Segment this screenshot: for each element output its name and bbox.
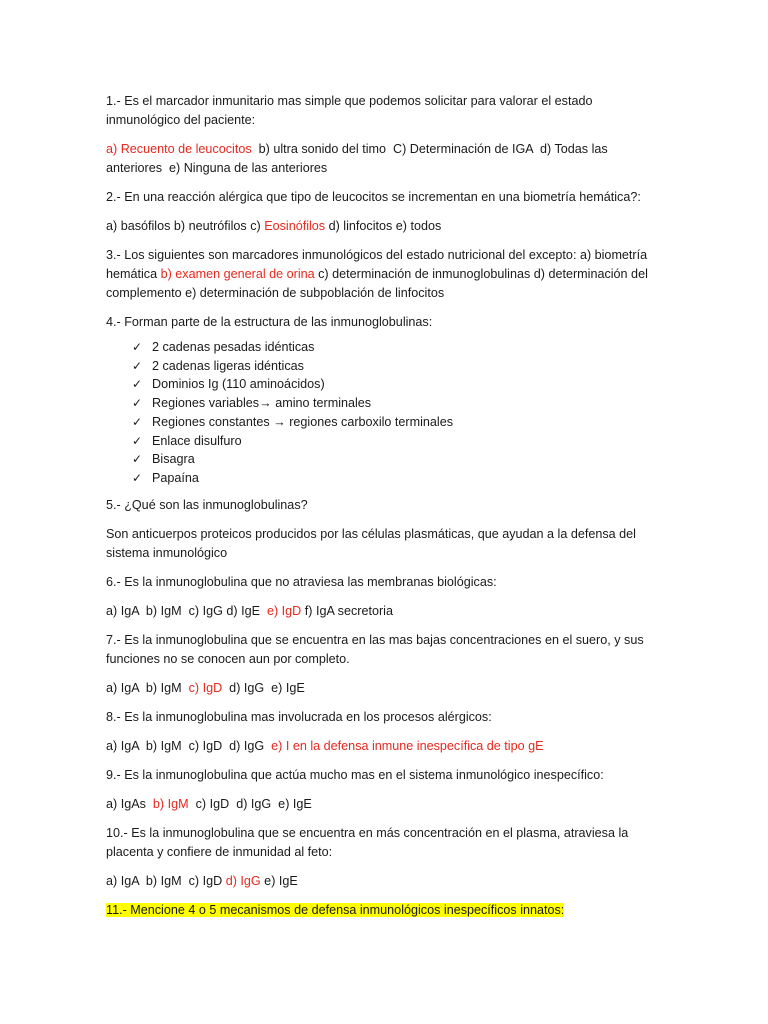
q8-options <box>106 737 666 756</box>
list-item-text: Regiones constantes → regiones carboxilo terminales <box>152 414 454 429</box>
checkmark-icon: ✓ <box>132 377 143 392</box>
list-item <box>132 394 666 413</box>
q6-question: 6.- Es la inmunoglobulina que no atraviesa las membranas biológicas: <box>106 574 497 589</box>
list-item-text: Dominios Ig (110 aminoácidos) <box>152 377 325 392</box>
list-item <box>132 338 666 357</box>
checkmark-icon: ✓ <box>132 340 143 354</box>
q4-question: 4.- Forman parte de la estructura de las inmunoglobulinas: <box>106 315 433 329</box>
q6-post: f) IgA secretoria <box>301 603 393 618</box>
q1-options <box>106 140 666 178</box>
q7-post: d) IgG e) IgE <box>222 680 305 695</box>
checkmark-icon: ✓ <box>132 414 143 429</box>
q3-answer: b) examen general de orina <box>160 267 315 281</box>
q6-options <box>106 602 666 621</box>
q2-question: 2.- En una reacción alérgica que tipo de leucocitos se incrementan en una biometría hemática?: <box>106 190 641 204</box>
q8-pre: a) IgA b) IgM c) IgD d) IgG <box>106 738 272 753</box>
q6-answer: e) IgD <box>266 603 302 618</box>
q5-question: 5.- ¿Qué son las inmunoglobulinas? <box>106 497 308 512</box>
list-item-text: Papaína <box>152 470 199 485</box>
list-item-text: 2 cadenas pesadas idénticas <box>152 340 315 354</box>
checkmark-icon: ✓ <box>132 358 143 373</box>
q5-answer: Son anticuerpos proteicos producidos por las células plasmáticas, que ayudan a la defensa del sistema inmunológico <box>106 526 636 560</box>
list-item-text: Regiones variables→ amino terminales <box>152 396 372 411</box>
list-item <box>132 413 666 432</box>
q9-pre: a) IgAs <box>106 796 153 811</box>
list-item <box>132 375 666 394</box>
q8-question: 8.- Es la inmunoglobulina mas involucrada en los procesos alérgicos: <box>106 709 492 724</box>
q10-question: 10.- Es la inmunoglobulina que se encuentra en más concentración en el plasma, atraviesa la placenta y confiere de inmunidad al feto: <box>106 825 629 859</box>
q7-options <box>106 679 666 698</box>
q11-highlighted-text: 11.- Mencione 4 o 5 mecanismos de defensa inmunológicos inespecíficos innatos: <box>106 902 565 917</box>
q3-pre: 3.- Los siguientes son marcadores inmunológicos del estado nutricional del excepto: a) biometría hemática <box>106 248 651 281</box>
list-item <box>132 450 666 469</box>
document-page <box>106 92 666 930</box>
q6-pre: a) IgA b) IgM c) IgG d) IgE <box>106 603 267 618</box>
q7-pre: a) IgA b) IgM <box>106 680 189 695</box>
list-item-text: Bisagra <box>152 452 195 467</box>
checkmark-icon: ✓ <box>132 433 143 448</box>
q3-post: c) determinación de inmunoglobulinas d) determinación del complemento e) determinación de subpoblación de linfocitos <box>106 267 652 300</box>
checkmark-icon: ✓ <box>132 396 143 411</box>
checkmark-icon: ✓ <box>132 470 143 485</box>
q9-question: 9.- Es la inmunoglobulina que actúa mucho mas en el sistema inmunológico inespecífico: <box>106 767 604 782</box>
q1-rest: b) ultra sonido del timo C) Determinación de IGA d) Todas las anteriores e) Ninguna de las anteriores <box>106 142 612 175</box>
q4-check-list <box>106 338 666 488</box>
q2-answer: Eosinófilos <box>264 219 326 233</box>
q7-question: 7.- Es la inmunoglobulina que se encuentra en las mas bajas concentraciones en el suero, y sus funciones no se conocen aun por completo. <box>106 632 644 666</box>
list-item <box>132 469 666 488</box>
q1-question: 1.- Es el marcador inmunitario mas simple que podemos solicitar para valorar el estado inmunológico del paciente: <box>106 94 593 127</box>
list-item-text: Enlace disulfuro <box>152 433 242 448</box>
q10-pre: a) IgA b) IgM c) IgD <box>106 873 226 888</box>
q10-options <box>106 872 666 891</box>
q2-pre: a) basófilos b) neutrófilos c) <box>106 219 265 233</box>
q9-answer: b) IgM <box>152 796 189 811</box>
q1-answer: a) Recuento de leucocitos <box>106 142 252 156</box>
q10-answer: d) IgG <box>225 873 261 888</box>
q10-post: e) IgE <box>260 873 298 888</box>
q3-question <box>106 246 666 303</box>
q9-options <box>106 795 666 814</box>
list-item <box>132 357 666 376</box>
q9-post: c) IgD d) IgG e) IgE <box>188 796 312 811</box>
q2-options <box>106 217 666 236</box>
q8-answer: e) I en la defensa inmune inespecífica de tipo gE <box>271 738 544 753</box>
list-item <box>132 432 666 451</box>
list-item-text: 2 cadenas ligeras idénticas <box>152 358 304 373</box>
q7-answer: c) IgD <box>188 680 223 695</box>
q2-post: d) linfocitos e) todos <box>325 219 442 233</box>
checkmark-icon: ✓ <box>132 452 143 467</box>
q11-question <box>106 901 666 920</box>
